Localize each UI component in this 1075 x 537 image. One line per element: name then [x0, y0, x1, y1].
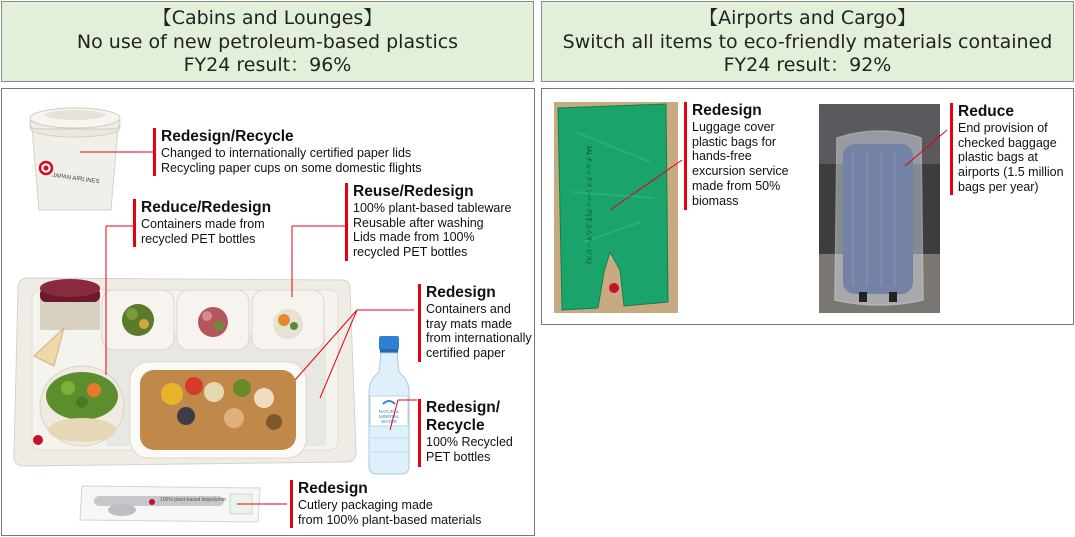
callout-title: Redesign/Recycle	[161, 128, 294, 145]
airports-header	[541, 1, 1074, 82]
meal-tray-image	[12, 268, 357, 473]
callout-accent-bar	[418, 284, 421, 362]
airports-header-title: 【Airports and Cargo】	[699, 7, 916, 29]
callout-desc-line: Lids made from 100%	[353, 230, 475, 245]
callout-desc-line: Containers and	[426, 302, 511, 316]
callout-desc-line: recycled PET bottles	[141, 231, 256, 246]
callout-tray-mats	[418, 284, 532, 361]
callout-desc-line: certified paper	[426, 346, 506, 361]
callout-desc-line: PET bottles	[426, 449, 491, 464]
cutlery-print-text: 100% plant-based biopolymer	[160, 497, 227, 503]
callout-accent-bar	[418, 399, 421, 467]
bag-print-text: JALチェックインバッグ(手ぶらサービス)	[584, 145, 592, 264]
callout-cutlery	[290, 480, 481, 527]
callout-desc-line: 100% Recycled	[426, 435, 513, 449]
callout-desc-line: Containers made from	[141, 217, 265, 231]
callout-desc-line: checked baggage	[958, 135, 1057, 150]
cabins-header-result: FY24 result：96%	[183, 54, 352, 76]
callout-desc-line: Luggage cover	[692, 120, 775, 134]
callout-tableware	[345, 183, 511, 260]
callout-pet-bottles	[418, 399, 513, 464]
callout-title: Redesign	[298, 480, 368, 497]
callout-desc-line: made from 50%	[692, 178, 781, 193]
callout-cup-lids	[153, 128, 422, 175]
cabins-header-goal: No use of new petroleum-based plastics	[76, 30, 459, 53]
callout-desc-line: Cutlery packaging made	[298, 498, 433, 512]
callout-containers-pet	[133, 199, 271, 246]
cabins-header-title: 【Cabins and Lounges】	[152, 7, 383, 29]
callout-baggage-bags	[950, 103, 1064, 195]
callout-desc-line: excursion service	[692, 164, 789, 179]
callout-desc-line: tray mats made	[426, 316, 513, 331]
callout-desc-line: plastic bags for	[692, 134, 777, 149]
luggage-cover-bag-image	[554, 102, 678, 313]
callout-desc-line: hands-free	[692, 149, 752, 164]
callout-luggage-cover	[684, 102, 789, 208]
callout-title: Reuse/Redesign	[353, 183, 474, 200]
callout-accent-bar	[345, 183, 348, 261]
callout-desc-line: 100% plant-based tableware	[353, 201, 512, 215]
water-bottle-image	[363, 334, 415, 476]
callout-desc-line: biomass	[692, 193, 739, 208]
callout-desc-line: airports (1.5 million	[958, 165, 1064, 180]
callout-desc-line: from 100% plant-based materials	[298, 512, 482, 527]
callout-title: Redesign/	[426, 399, 501, 416]
callout-title: Reduce	[958, 103, 1014, 120]
airports-header-result: FY24 result：92%	[723, 54, 892, 76]
callout-accent-bar	[290, 480, 293, 528]
airports-header-goal: Switch all items to eco-friendly materials contained	[562, 30, 1053, 53]
callout-accent-bar	[950, 103, 953, 195]
callout-desc-line: bags per year)	[958, 179, 1039, 194]
callout-desc-line: plastic bags at	[958, 150, 1038, 165]
callout-desc-line: Recycling paper cups on some domestic flights	[161, 160, 422, 175]
callout-desc-line: Changed to internationally certified paper lids	[161, 146, 412, 160]
water-label-text: NATURAL MINERAL WATER	[378, 409, 400, 424]
callout-accent-bar	[133, 199, 136, 247]
callout-title: Reduce/Redesign	[141, 199, 272, 216]
paper-cup-image	[22, 98, 128, 218]
callout-title: Redesign	[426, 284, 496, 301]
callout-desc-line: from internationally	[426, 331, 532, 346]
callout-desc-line: Reusable after washing	[353, 215, 484, 230]
callout-title: Recycle	[426, 417, 485, 434]
cup-brand-text: JAPAN AIRLINES	[51, 172, 100, 186]
cutlery-pack-image	[76, 478, 266, 528]
cabins-header	[1, 1, 534, 82]
callout-accent-bar	[684, 102, 687, 210]
callout-desc-line: recycled PET bottles	[353, 245, 468, 260]
callout-title: Redesign	[692, 102, 762, 119]
wrapped-suitcase-image	[819, 104, 940, 313]
callout-desc-line: End provision of	[958, 121, 1048, 135]
callout-accent-bar	[153, 128, 156, 176]
